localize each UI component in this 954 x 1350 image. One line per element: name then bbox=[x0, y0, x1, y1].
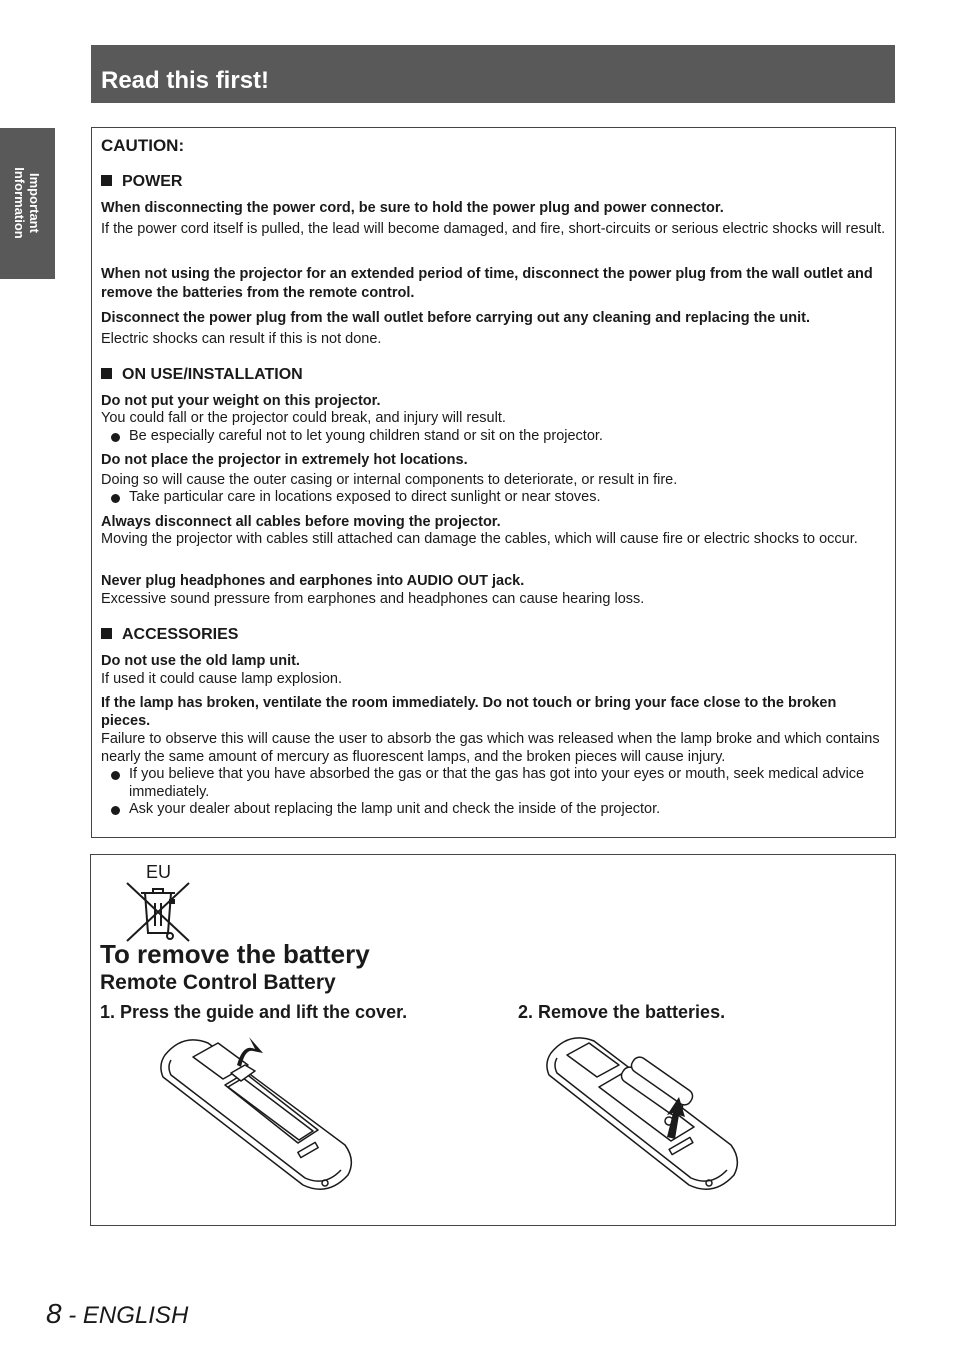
side-tab bbox=[0, 128, 55, 279]
section-heading-power bbox=[101, 173, 887, 191]
section-heading-accessories bbox=[101, 626, 887, 644]
crossed-out-wheelie-bin-icon bbox=[125, 881, 191, 943]
square-bullet-icon bbox=[101, 368, 112, 379]
side-tab-label bbox=[12, 128, 42, 279]
use-text-4: Excessive sound pressure from earphones and headphones can cause hearing loss. bbox=[101, 591, 645, 607]
power-text-1: If the power cord itself is pulled, the lead will become damaged, and fire, short-circuits or serious electric shocks will result. bbox=[101, 221, 886, 237]
caution-title: CAUTION: bbox=[101, 136, 185, 155]
battery-box bbox=[90, 854, 896, 1226]
page-number: 8 bbox=[46, 1298, 62, 1329]
footer-language: - ENGLISH bbox=[61, 1302, 189, 1329]
use-warning-3: Always disconnect all cables before moving the projector. bbox=[101, 514, 501, 530]
acc-warning-1: Do not use the old lamp unit. bbox=[101, 653, 300, 669]
acc-bullet-2: Ask your dealer about replacing the lamp unit and check the inside of the projector. bbox=[101, 801, 887, 819]
step-2-label: 2. Remove the batteries. bbox=[518, 1002, 726, 1022]
round-bullet-icon bbox=[111, 771, 120, 780]
power-warning-1: When disconnecting the power cord, be sure to hold the power plug and power connector. bbox=[101, 200, 724, 216]
round-bullet-icon bbox=[111, 806, 120, 815]
round-bullet-icon bbox=[111, 433, 120, 442]
eu-label: EU bbox=[146, 862, 172, 882]
step-1-label: 1. Press the guide and lift the cover. bbox=[100, 1002, 408, 1022]
square-bullet-icon bbox=[101, 175, 112, 186]
battery-title: To remove the battery bbox=[100, 939, 370, 969]
caution-box bbox=[91, 127, 896, 838]
power-warning-3: Disconnect the power plug from the wall outlet before carrying out any cleaning and replacing the unit. bbox=[101, 310, 810, 326]
acc-text-2: Failure to observe this will cause the user to absorb the gas which was released when the lamp broke and which contains nearly the same amount of mercury as fluorescent lamps, and the broken pieces will cause injury. bbox=[101, 731, 880, 765]
page-title: Read this first! bbox=[101, 67, 270, 94]
use-heading-text: ON USE/INSTALLATION bbox=[122, 366, 303, 383]
use-bullet-1: Be especially careful not to let young children stand or sit on the projector. bbox=[101, 428, 887, 446]
use-warning-4: Never plug headphones and earphones into AUDIO OUT jack. bbox=[101, 573, 525, 589]
use-warning-1: Do not put your weight on this projector. bbox=[101, 393, 381, 409]
power-text-3: Electric shocks can result if this is not done. bbox=[101, 331, 382, 347]
section-heading-use bbox=[101, 366, 887, 384]
use-text-2: Doing so will cause the outer casing or internal components to deteriorate, or result in fire. bbox=[101, 472, 678, 488]
round-bullet-icon bbox=[111, 494, 120, 503]
page-footer bbox=[46, 1296, 188, 1334]
page-header bbox=[91, 45, 895, 103]
power-heading-text: POWER bbox=[122, 173, 183, 190]
square-bullet-icon bbox=[101, 628, 112, 639]
side-tab-line1: Important bbox=[27, 173, 42, 233]
use-warning-2: Do not place the projector in extremely hot locations. bbox=[101, 452, 468, 468]
acc-warning-2: If the lamp has broken, ventilate the room immediately. Do not touch or bring your face close to the broken pieces. bbox=[101, 695, 837, 729]
battery-subtitle: Remote Control Battery bbox=[100, 971, 336, 994]
power-warning-2: When not using the projector for an extended period of time, disconnect the power plug from the wall outlet and remove the batteries from the remote control. bbox=[101, 266, 873, 301]
remote-control-batteries-icon bbox=[539, 1025, 749, 1195]
use-text-3: Moving the projector with cables still attached can damage the cables, which will cause fire or electric shocks to occur. bbox=[101, 531, 858, 547]
use-bullet-2: Take particular care in locations exposed to direct sunlight or near stoves. bbox=[101, 489, 887, 507]
accessories-heading-text: ACCESSORIES bbox=[122, 626, 239, 643]
side-tab-line2: Information bbox=[12, 167, 27, 239]
use-text-1: You could fall or the projector could break, and injury will result. bbox=[101, 410, 506, 426]
acc-bullet-1: If you believe that you have absorbed the gas or that the gas has got into your eyes or mouth, seek medical advice immediately. bbox=[101, 766, 887, 801]
acc-text-1: If used it could cause lamp explosion. bbox=[101, 671, 342, 687]
remote-control-cover-icon bbox=[153, 1035, 363, 1195]
